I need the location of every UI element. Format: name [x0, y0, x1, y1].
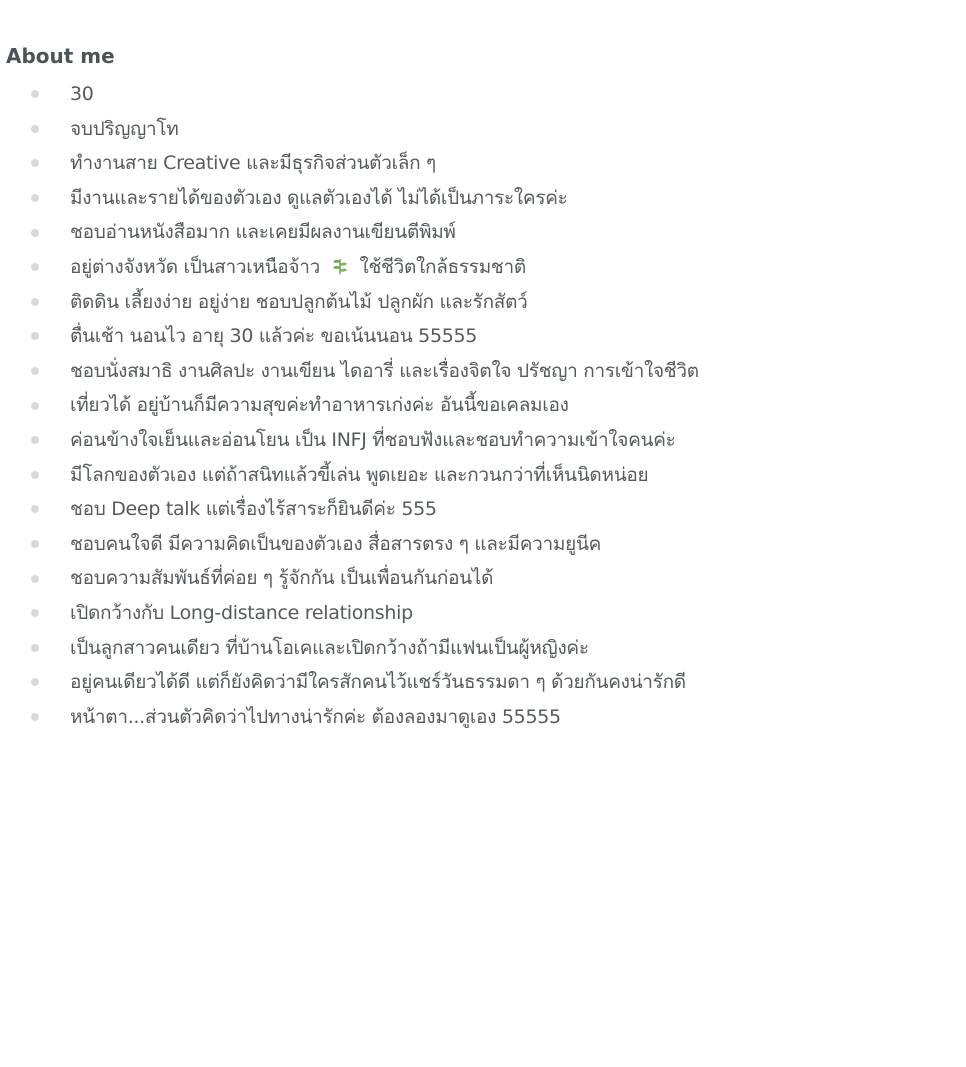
bullet-icon [31, 575, 39, 583]
bullet-icon [31, 229, 39, 237]
bullet-icon [31, 332, 39, 340]
bullet-icon [31, 367, 39, 375]
list-item-text: ชอบนั่งสมาธิ งานศิลปะ งานเขียน ไดอารี่ และเรื่องจิตใจ ปรัชญา การเข้าใจชีวิต [70, 359, 699, 382]
list-item-text: มีงานและรายได้ของตัวเอง ดูแลตัวเองได้ ไม่ได้เป็นภาระใครค่ะ [70, 186, 568, 209]
list-item-text-part: ใช้ชีวิตใกล้ธรรมชาติ [359, 255, 526, 278]
list-item-text: เปิดกว้างกับ Long-distance relationship [70, 601, 413, 624]
bullet-icon [31, 540, 39, 548]
bullet-icon [31, 298, 39, 306]
bullet-icon [31, 644, 39, 652]
bullet-icon [31, 471, 39, 479]
bullet-icon [31, 159, 39, 167]
list-item-text: อยู่คนเดียวได้ดี แต่ก็ยังคิดว่ามีใครสักคนไว้แชร์วันธรรมดา ๆ ด้วยกันคงน่ารักดี [70, 671, 686, 694]
list-item-text-part: อยู่ต่างจังหวัด เป็นสาวเหนือจ้าว [70, 255, 320, 278]
bullet-icon [31, 436, 39, 444]
bullet-icon [31, 402, 39, 410]
list-item-text: เที่ยวได้ อยู่บ้านก็มีความสุขค่ะทำอาหารเก่งค่ะ อันนี้ขอเคลมเอง [70, 394, 569, 417]
list-item-text: ชอบคนใจดี มีความคิดเป็นของตัวเอง สื่อสารตรง ๆ และมีความยูนีค [70, 532, 602, 555]
bullet-icon [31, 678, 39, 686]
list-item-text [70, 250, 526, 285]
list-item-text: ทำงานสาย Creative และมีธุรกิจส่วนตัวเล็ก ๆ [70, 152, 436, 175]
bullet-icon [31, 505, 39, 513]
list-item-text: ติดดิน เลี้ยงง่าย อยู่ง่าย ชอบปลูกต้นไม้ ปลูกผัก และรักสัตว์ [70, 290, 528, 313]
bullet-icon [31, 90, 39, 98]
list-item-text: หน้าตา...ส่วนตัวคิดว่าไปทางน่ารักค่ะ ต้องลองมาดูเอง 55555 [70, 705, 561, 728]
list-item-text: ชอบ Deep talk แต่เรื่องไร้สาระก็ยินดีค่ะ 555 [70, 498, 437, 521]
list-item-text: เป็นลูกสาวคนเดียว ที่บ้านโอเคและเปิดกว้างถ้ามีแฟนเป็นผู้หญิงค่ะ [70, 636, 589, 659]
section-heading: About me [6, 44, 115, 68]
list-item-text: ชอบอ่านหนังสือมาก และเคยมีผลงานเขียนตีพิมพ์ [70, 221, 456, 244]
list-item-text: ค่อนข้างใจเย็นและอ่อนโยน เป็น INFJ ที่ชอบฟังและชอบทำความเข้าใจคนค่ะ [70, 428, 676, 451]
list-item-text: จบปริญญาโท [70, 117, 179, 140]
herb-leaf-icon [330, 256, 350, 276]
bullet-icon [31, 263, 39, 271]
bullet-icon [31, 194, 39, 202]
list-item-text: มีโลกของตัวเอง แต่ถ้าสนิทแล้วขี้เล่น พูดเยอะ และกวนกว่าที่เห็นนิดหน่อย [70, 463, 649, 486]
list-item-text: ชอบความสัมพันธ์ที่ค่อย ๆ รู้จักกัน เป็นเพื่อนกันก่อนได้ [70, 567, 494, 590]
list-item-text: 30 [70, 83, 94, 105]
bullet-icon [31, 713, 39, 721]
bullet-icon [31, 609, 39, 617]
list-item-text: ตื่นเช้า นอนไว อายุ 30 แล้วค่ะ ขอเน้นนอน 55555 [70, 325, 478, 348]
bullet-icon [31, 125, 39, 133]
